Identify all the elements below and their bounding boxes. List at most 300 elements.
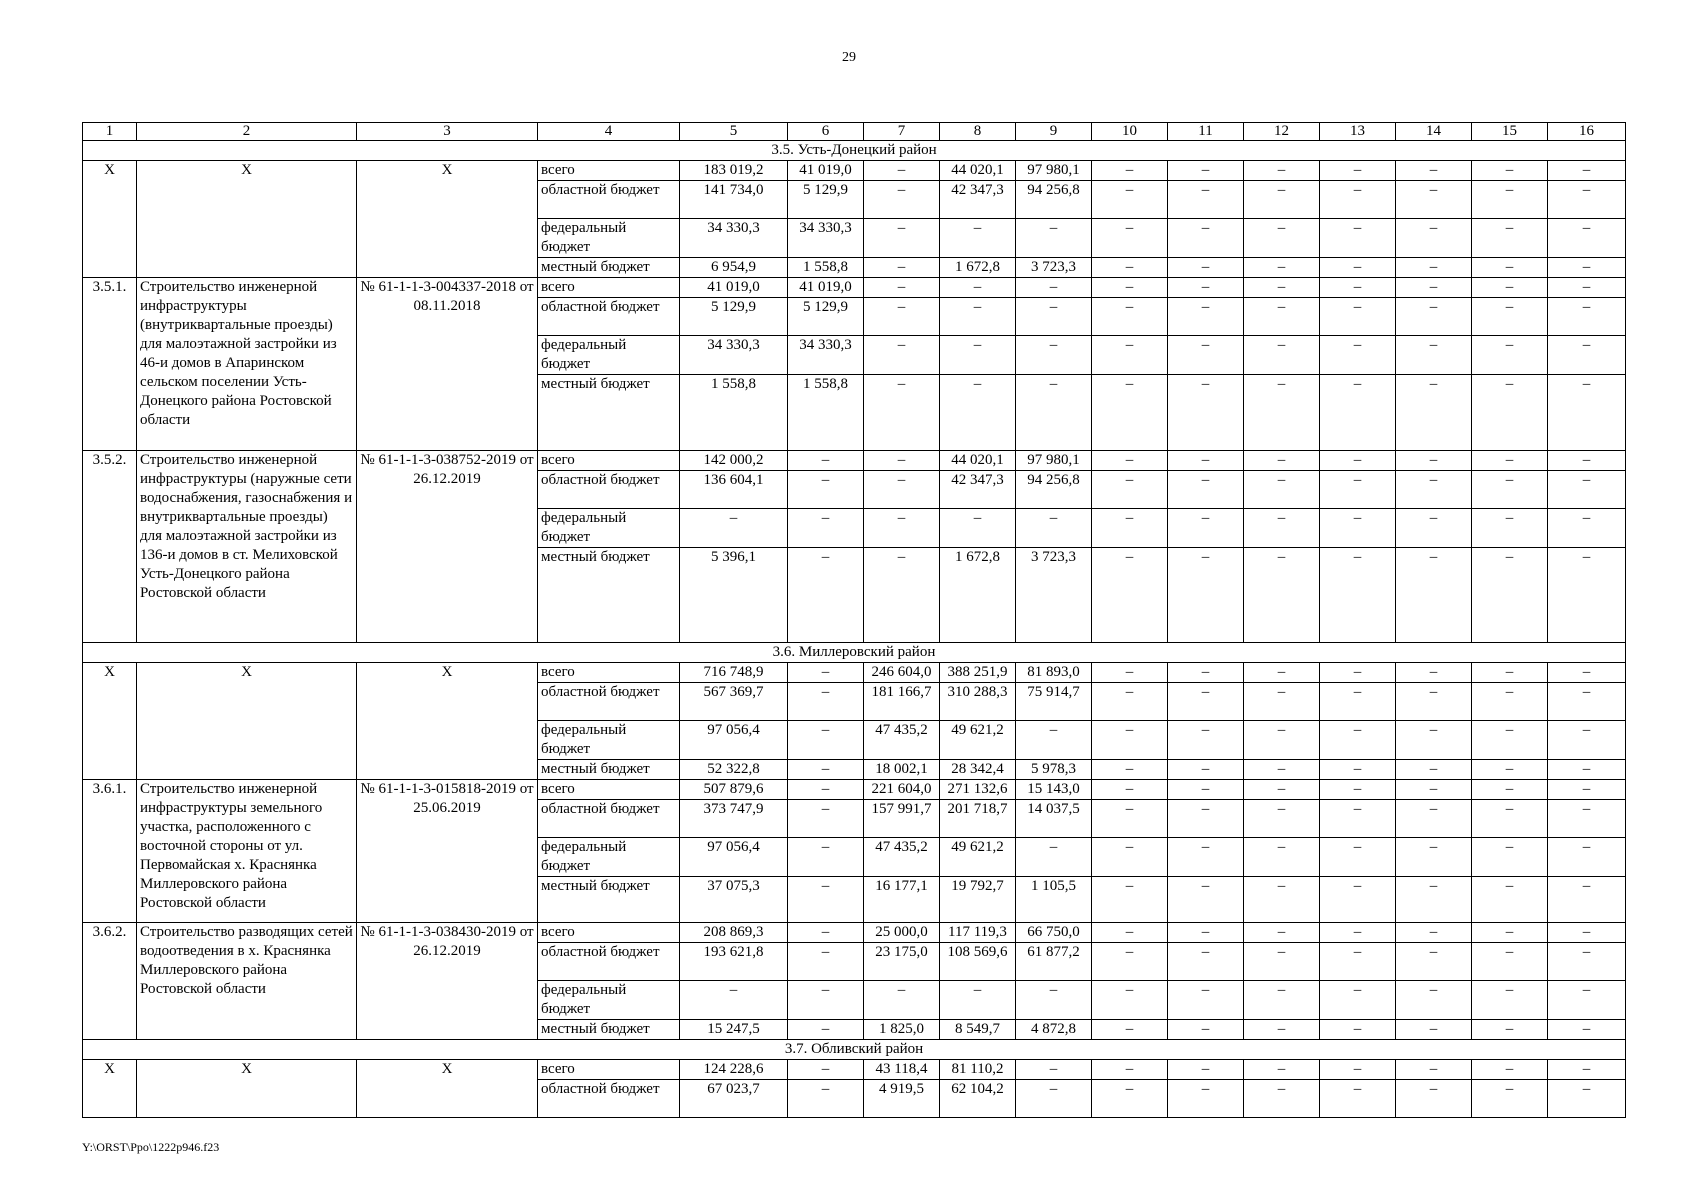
value-cell: – — [680, 509, 788, 548]
value-cell: – — [1472, 375, 1548, 451]
table-row — [83, 923, 1626, 943]
value-cell: – — [1168, 981, 1244, 1020]
value-cell: – — [1320, 721, 1396, 760]
value-cell: – — [864, 471, 940, 509]
value-cell: – — [788, 923, 864, 943]
value-cell: – — [1396, 336, 1472, 375]
funding-source: федеральный бюджет — [538, 336, 680, 375]
value-cell: – — [1168, 219, 1244, 258]
item-document: № 61-1-1-3-004337-2018 от 08.11.2018 — [357, 278, 538, 451]
value-cell: – — [1472, 336, 1548, 375]
value-cell: – — [1396, 451, 1472, 471]
funding-source: федеральный бюджет — [538, 838, 680, 877]
value-cell: – — [1472, 663, 1548, 683]
value-cell: – — [940, 336, 1016, 375]
value-cell: 4 919,5 — [864, 1080, 940, 1118]
funding-source: всего — [538, 1060, 680, 1080]
value-cell: – — [1092, 721, 1168, 760]
value-cell: – — [1396, 1080, 1472, 1118]
value-cell: – — [788, 943, 864, 981]
value-cell: – — [1472, 1080, 1548, 1118]
value-cell: – — [940, 298, 1016, 336]
value-cell: – — [1472, 471, 1548, 509]
value-cell: – — [1244, 471, 1320, 509]
value-cell: – — [1472, 298, 1548, 336]
value-cell: – — [1016, 375, 1092, 451]
value-cell: 183 019,2 — [680, 161, 788, 181]
value-cell: – — [1168, 1060, 1244, 1080]
value-cell: – — [1472, 1060, 1548, 1080]
value-cell: – — [1168, 923, 1244, 943]
value-cell: 1 558,8 — [788, 375, 864, 451]
value-cell: – — [1396, 981, 1472, 1020]
section-title: 3.7. Обливский район — [83, 1040, 1626, 1060]
column-header: 15 — [1472, 123, 1548, 141]
value-cell: – — [1548, 219, 1626, 258]
value-cell: 108 569,6 — [940, 943, 1016, 981]
value-cell: – — [864, 981, 940, 1020]
item-name: X — [137, 663, 357, 780]
funding-source: всего — [538, 161, 680, 181]
column-header: 3 — [357, 123, 538, 141]
value-cell: – — [940, 375, 1016, 451]
value-cell: 44 020,1 — [940, 451, 1016, 471]
value-cell: 34 330,3 — [788, 336, 864, 375]
value-cell: – — [1244, 1020, 1320, 1040]
item-name: Строительство инженерной инфраструктуры земельного участка, расположенного с восточной стороны от ул. Первомайская х. Краснянка Миллеровского района Ростовской области — [137, 780, 357, 923]
value-cell: 37 075,3 — [680, 877, 788, 923]
value-cell: – — [1016, 721, 1092, 760]
value-cell: – — [1168, 943, 1244, 981]
value-cell: 271 132,6 — [940, 780, 1016, 800]
funding-source: областной бюджет — [538, 298, 680, 336]
item-number: 3.5.2. — [83, 451, 137, 643]
value-cell: 25 000,0 — [864, 923, 940, 943]
value-cell: – — [1396, 1020, 1472, 1040]
value-cell: – — [1168, 877, 1244, 923]
value-cell: – — [1472, 548, 1548, 643]
value-cell: – — [1092, 298, 1168, 336]
value-cell: – — [1472, 451, 1548, 471]
value-cell: – — [1320, 375, 1396, 451]
column-header: 2 — [137, 123, 357, 141]
value-cell: 97 980,1 — [1016, 161, 1092, 181]
column-header: 12 — [1244, 123, 1320, 141]
value-cell: 142 000,2 — [680, 451, 788, 471]
value-cell: – — [1320, 471, 1396, 509]
value-cell: – — [788, 721, 864, 760]
value-cell: – — [1168, 181, 1244, 219]
value-cell: – — [864, 548, 940, 643]
value-cell: – — [1244, 760, 1320, 780]
value-cell: 208 869,3 — [680, 923, 788, 943]
funding-source: всего — [538, 663, 680, 683]
value-cell: 5 978,3 — [1016, 760, 1092, 780]
value-cell: – — [788, 663, 864, 683]
value-cell: – — [1396, 721, 1472, 760]
value-cell: 61 877,2 — [1016, 943, 1092, 981]
column-header: 4 — [538, 123, 680, 141]
value-cell: – — [1548, 298, 1626, 336]
value-cell: – — [1168, 1020, 1244, 1040]
value-cell: – — [864, 298, 940, 336]
value-cell: 1 558,8 — [680, 375, 788, 451]
value-cell: 373 747,9 — [680, 800, 788, 838]
value-cell: 49 621,2 — [940, 838, 1016, 877]
value-cell: 41 019,0 — [788, 161, 864, 181]
value-cell: – — [1396, 683, 1472, 721]
value-cell: – — [1320, 1060, 1396, 1080]
value-cell: 49 621,2 — [940, 721, 1016, 760]
value-cell: 15 247,5 — [680, 1020, 788, 1040]
value-cell: – — [1396, 877, 1472, 923]
value-cell: – — [1548, 1060, 1626, 1080]
value-cell: 5 129,9 — [788, 298, 864, 336]
value-cell: 5 396,1 — [680, 548, 788, 643]
funding-source: местный бюджет — [538, 548, 680, 643]
funding-source: местный бюджет — [538, 877, 680, 923]
value-cell: – — [1396, 780, 1472, 800]
value-cell: – — [1472, 721, 1548, 760]
value-cell: 221 604,0 — [864, 780, 940, 800]
value-cell: – — [1548, 451, 1626, 471]
item-document: X — [357, 663, 538, 780]
table-row — [83, 278, 1626, 298]
value-cell: – — [1092, 1020, 1168, 1040]
value-cell: 716 748,9 — [680, 663, 788, 683]
value-cell: – — [1168, 278, 1244, 298]
value-cell: 1 558,8 — [788, 258, 864, 278]
value-cell: 97 980,1 — [1016, 451, 1092, 471]
header-row — [83, 123, 1626, 141]
value-cell: – — [1548, 780, 1626, 800]
value-cell: – — [1168, 721, 1244, 760]
value-cell: – — [1168, 760, 1244, 780]
value-cell: – — [1092, 161, 1168, 181]
value-cell: – — [788, 838, 864, 877]
item-number: X — [83, 161, 137, 278]
value-cell: – — [1168, 336, 1244, 375]
value-cell: – — [1320, 258, 1396, 278]
budget-table — [82, 122, 1626, 1118]
value-cell: 3 723,3 — [1016, 258, 1092, 278]
value-cell: – — [1092, 800, 1168, 838]
value-cell: – — [1016, 219, 1092, 258]
value-cell: – — [788, 981, 864, 1020]
value-cell: – — [1244, 278, 1320, 298]
value-cell: 1 672,8 — [940, 548, 1016, 643]
value-cell: – — [1548, 943, 1626, 981]
value-cell: – — [1472, 981, 1548, 1020]
value-cell: 117 119,3 — [940, 923, 1016, 943]
section-row — [83, 1040, 1626, 1060]
value-cell: – — [680, 981, 788, 1020]
value-cell: 8 549,7 — [940, 1020, 1016, 1040]
value-cell: – — [1548, 181, 1626, 219]
value-cell: – — [1244, 800, 1320, 838]
value-cell: 16 177,1 — [864, 877, 940, 923]
value-cell: – — [940, 509, 1016, 548]
value-cell: – — [1244, 1080, 1320, 1118]
value-cell: – — [1092, 663, 1168, 683]
table-row — [83, 1060, 1626, 1080]
funding-source: федеральный бюджет — [538, 721, 680, 760]
value-cell: – — [1548, 877, 1626, 923]
value-cell: – — [1472, 509, 1548, 548]
value-cell: – — [1396, 663, 1472, 683]
value-cell: – — [1548, 721, 1626, 760]
value-cell: 52 322,8 — [680, 760, 788, 780]
value-cell: 141 734,0 — [680, 181, 788, 219]
value-cell: – — [1168, 780, 1244, 800]
table-body — [83, 123, 1626, 1118]
value-cell: 15 143,0 — [1016, 780, 1092, 800]
value-cell: – — [1320, 800, 1396, 838]
value-cell: – — [864, 278, 940, 298]
value-cell: – — [1472, 877, 1548, 923]
value-cell: 43 118,4 — [864, 1060, 940, 1080]
value-cell: – — [1244, 451, 1320, 471]
value-cell: – — [1472, 258, 1548, 278]
table-row — [83, 451, 1626, 471]
value-cell: – — [1396, 509, 1472, 548]
funding-source: всего — [538, 451, 680, 471]
column-header: 13 — [1320, 123, 1396, 141]
value-cell: – — [788, 683, 864, 721]
section-title: 3.6. Миллеровский район — [83, 643, 1626, 663]
column-header: 14 — [1396, 123, 1472, 141]
value-cell: – — [1320, 877, 1396, 923]
value-cell: 14 037,5 — [1016, 800, 1092, 838]
value-cell: – — [788, 471, 864, 509]
value-cell: 41 019,0 — [788, 278, 864, 298]
value-cell: – — [1396, 1060, 1472, 1080]
table-row — [83, 780, 1626, 800]
value-cell: – — [940, 219, 1016, 258]
value-cell: – — [1320, 219, 1396, 258]
value-cell: – — [1168, 298, 1244, 336]
value-cell: – — [1092, 780, 1168, 800]
funding-source: всего — [538, 780, 680, 800]
value-cell: 124 228,6 — [680, 1060, 788, 1080]
value-cell: 388 251,9 — [940, 663, 1016, 683]
value-cell: 157 991,7 — [864, 800, 940, 838]
value-cell: – — [1548, 258, 1626, 278]
item-document: № 61-1-1-3-038430-2019 от 26.12.2019 — [357, 923, 538, 1040]
value-cell: – — [1320, 298, 1396, 336]
item-number: X — [83, 663, 137, 780]
value-cell: 5 129,9 — [788, 181, 864, 219]
column-header: 6 — [788, 123, 864, 141]
value-cell: – — [1092, 375, 1168, 451]
value-cell: – — [788, 780, 864, 800]
funding-source: местный бюджет — [538, 760, 680, 780]
value-cell: – — [788, 509, 864, 548]
value-cell: – — [1548, 548, 1626, 643]
funding-source: федеральный бюджет — [538, 981, 680, 1020]
value-cell: – — [1168, 161, 1244, 181]
value-cell: 62 104,2 — [940, 1080, 1016, 1118]
value-cell: – — [1244, 923, 1320, 943]
value-cell: – — [1320, 336, 1396, 375]
value-cell: 42 347,3 — [940, 471, 1016, 509]
value-cell: – — [1244, 663, 1320, 683]
column-header: 9 — [1016, 123, 1092, 141]
value-cell: – — [1016, 981, 1092, 1020]
value-cell: – — [1396, 548, 1472, 643]
value-cell: – — [1168, 471, 1244, 509]
value-cell: 23 175,0 — [864, 943, 940, 981]
value-cell: – — [1548, 509, 1626, 548]
value-cell: – — [864, 219, 940, 258]
item-number: 3.6.2. — [83, 923, 137, 1040]
funding-source: областной бюджет — [538, 1080, 680, 1118]
funding-source: местный бюджет — [538, 375, 680, 451]
value-cell: 6 954,9 — [680, 258, 788, 278]
value-cell: – — [1092, 278, 1168, 298]
value-cell: 94 256,8 — [1016, 181, 1092, 219]
value-cell: – — [1320, 663, 1396, 683]
value-cell: 28 342,4 — [940, 760, 1016, 780]
value-cell: – — [1016, 1060, 1092, 1080]
value-cell: – — [1548, 981, 1626, 1020]
funding-source: областной бюджет — [538, 471, 680, 509]
value-cell: – — [788, 877, 864, 923]
item-document: X — [357, 1060, 538, 1118]
section-row — [83, 141, 1626, 161]
value-cell: 66 750,0 — [1016, 923, 1092, 943]
value-cell: – — [1092, 336, 1168, 375]
value-cell: – — [1092, 923, 1168, 943]
value-cell: – — [1320, 780, 1396, 800]
value-cell: – — [1472, 278, 1548, 298]
funding-source: областной бюджет — [538, 943, 680, 981]
value-cell: 567 369,7 — [680, 683, 788, 721]
value-cell: – — [1092, 548, 1168, 643]
value-cell: – — [1548, 760, 1626, 780]
value-cell: 34 330,3 — [788, 219, 864, 258]
item-name: Строительство разводящих сетей водоотведения в х. Краснянка Миллеровского района Ростовской области — [137, 923, 357, 1040]
column-header: 10 — [1092, 123, 1168, 141]
value-cell: – — [1396, 943, 1472, 981]
funding-source: областной бюджет — [538, 800, 680, 838]
value-cell: – — [1092, 981, 1168, 1020]
value-cell: – — [1092, 258, 1168, 278]
value-cell: – — [1320, 509, 1396, 548]
value-cell: – — [1168, 258, 1244, 278]
value-cell: – — [1168, 509, 1244, 548]
value-cell: – — [1396, 838, 1472, 877]
funding-source: федеральный бюджет — [538, 509, 680, 548]
value-cell: – — [1396, 800, 1472, 838]
value-cell: – — [1472, 760, 1548, 780]
value-cell: – — [1244, 336, 1320, 375]
funding-source: областной бюджет — [538, 683, 680, 721]
table-row — [83, 161, 1626, 181]
value-cell: – — [788, 760, 864, 780]
value-cell: – — [1092, 838, 1168, 877]
value-cell: – — [1320, 981, 1396, 1020]
value-cell: 34 330,3 — [680, 219, 788, 258]
funding-source: всего — [538, 278, 680, 298]
value-cell: – — [1016, 298, 1092, 336]
value-cell: – — [940, 278, 1016, 298]
value-cell: 18 002,1 — [864, 760, 940, 780]
value-cell: 44 020,1 — [940, 161, 1016, 181]
column-header: 1 — [83, 123, 137, 141]
value-cell: – — [1396, 219, 1472, 258]
value-cell: – — [1472, 838, 1548, 877]
value-cell: – — [1244, 298, 1320, 336]
value-cell: – — [1320, 548, 1396, 643]
column-header: 7 — [864, 123, 940, 141]
item-name: X — [137, 1060, 357, 1118]
value-cell: – — [1472, 943, 1548, 981]
value-cell: 47 435,2 — [864, 721, 940, 760]
value-cell: – — [1396, 471, 1472, 509]
value-cell: 34 330,3 — [680, 336, 788, 375]
value-cell: – — [788, 451, 864, 471]
value-cell: – — [1320, 181, 1396, 219]
value-cell: – — [1396, 923, 1472, 943]
value-cell: 5 129,9 — [680, 298, 788, 336]
value-cell: – — [1092, 683, 1168, 721]
table-row — [83, 663, 1626, 683]
value-cell: 3 723,3 — [1016, 548, 1092, 643]
value-cell: – — [1396, 258, 1472, 278]
item-name: Строительство инженерной инфраструктуры (наружные сети водоснабжения, газоснабжения и внутриквартальные проезды) для малоэтажной застройки из 136-и домов в ст. Мелиховской Усть-Донецкого района Ростовской области — [137, 451, 357, 643]
file-path-footer: Y:\ORST\Ppo\1222p946.f23 — [82, 1140, 220, 1154]
value-cell: – — [1168, 838, 1244, 877]
value-cell: – — [1320, 161, 1396, 181]
funding-source: федеральный бюджет — [538, 219, 680, 258]
value-cell: – — [1472, 161, 1548, 181]
value-cell: – — [1244, 683, 1320, 721]
value-cell: – — [1092, 943, 1168, 981]
value-cell: – — [1244, 721, 1320, 760]
value-cell: – — [1092, 181, 1168, 219]
value-cell: – — [1244, 548, 1320, 643]
value-cell: – — [1396, 161, 1472, 181]
value-cell: – — [1320, 451, 1396, 471]
value-cell: 4 872,8 — [1016, 1020, 1092, 1040]
value-cell: 97 056,4 — [680, 721, 788, 760]
item-document: X — [357, 161, 538, 278]
value-cell: – — [1548, 663, 1626, 683]
value-cell: – — [1244, 943, 1320, 981]
value-cell: – — [1320, 278, 1396, 298]
column-header: 16 — [1548, 123, 1626, 141]
value-cell: – — [1396, 181, 1472, 219]
item-document: № 61-1-1-3-038752-2019 от 26.12.2019 — [357, 451, 538, 643]
value-cell: – — [864, 451, 940, 471]
value-cell: 1 825,0 — [864, 1020, 940, 1040]
value-cell: – — [1244, 375, 1320, 451]
value-cell: – — [1244, 161, 1320, 181]
item-number: 3.6.1. — [83, 780, 137, 923]
value-cell: – — [1472, 800, 1548, 838]
funding-source: местный бюджет — [538, 1020, 680, 1040]
value-cell: – — [1244, 780, 1320, 800]
funding-source: местный бюджет — [538, 258, 680, 278]
value-cell: – — [1320, 838, 1396, 877]
section-row — [83, 643, 1626, 663]
value-cell: – — [1168, 663, 1244, 683]
value-cell: – — [1548, 800, 1626, 838]
value-cell: – — [1168, 683, 1244, 721]
value-cell: 193 621,8 — [680, 943, 788, 981]
value-cell: – — [1472, 219, 1548, 258]
